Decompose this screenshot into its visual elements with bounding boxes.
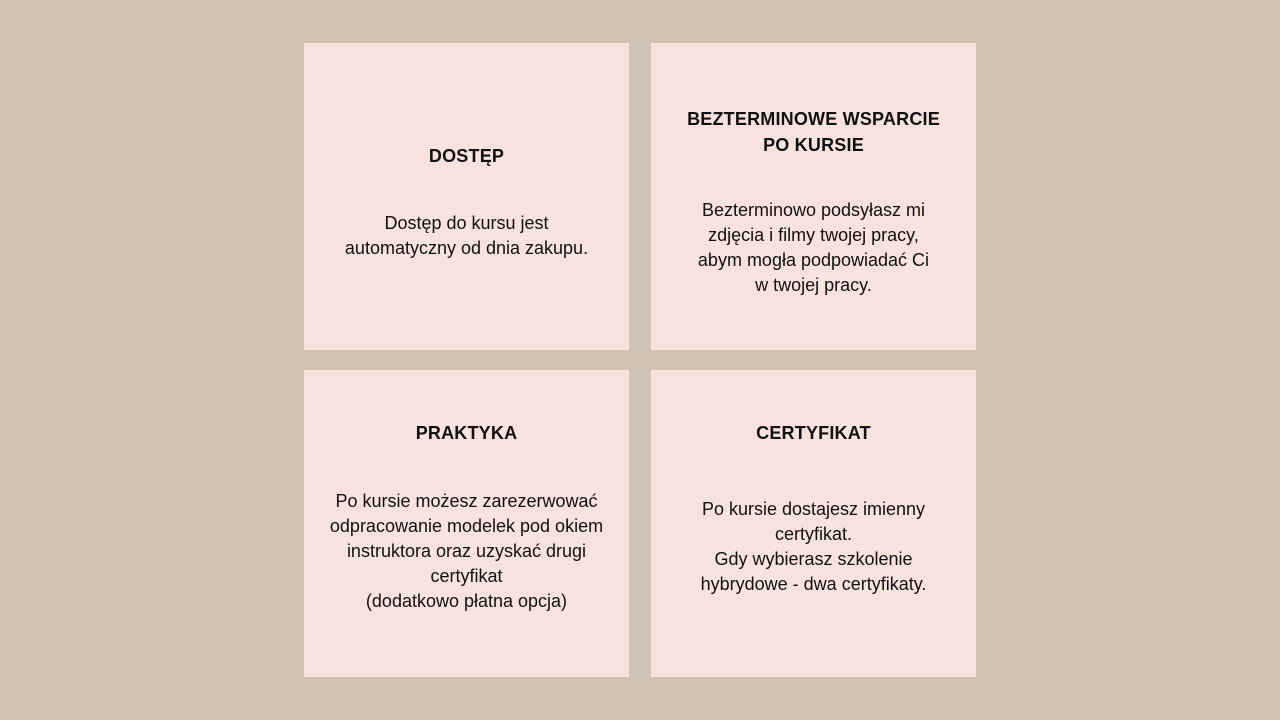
- card-body-dostep: Dostęp do kursu jest automatyczny od dnia zakupu.: [344, 213, 589, 258]
- card-dostep: [304, 43, 629, 350]
- card-body-certyfikat: Po kursie dostajesz imienny certyfikat. Gdy wybierasz szkolenie hybrydowe - dwa certyfikaty.: [700, 499, 927, 594]
- card-body-wsparcie: Bezterminowo podsyłasz mi zdjęcia i filmy twojej pracy, abym mogła podpowiadać Ci w twojej pracy.: [697, 200, 930, 295]
- card-title-dostep: DOSTĘP: [428, 146, 505, 166]
- card-body-praktyka: Po kursie możesz zarezerwować odpracowanie modelek pod okiem instruktora oraz uzyskać drugi certyfikat (dodatkowo płatna opcja): [329, 491, 604, 611]
- card-certyfikat: [651, 370, 976, 677]
- card-praktyka: [304, 370, 629, 677]
- card-title-wsparcie: BEZTERMINOWE WSPARCIE PO KURSIE: [687, 109, 940, 155]
- card-title-certyfikat: CERTYFIKAT: [756, 423, 871, 443]
- card-wsparcie: [651, 43, 976, 350]
- card-title-praktyka: PRAKTYKA: [415, 423, 518, 443]
